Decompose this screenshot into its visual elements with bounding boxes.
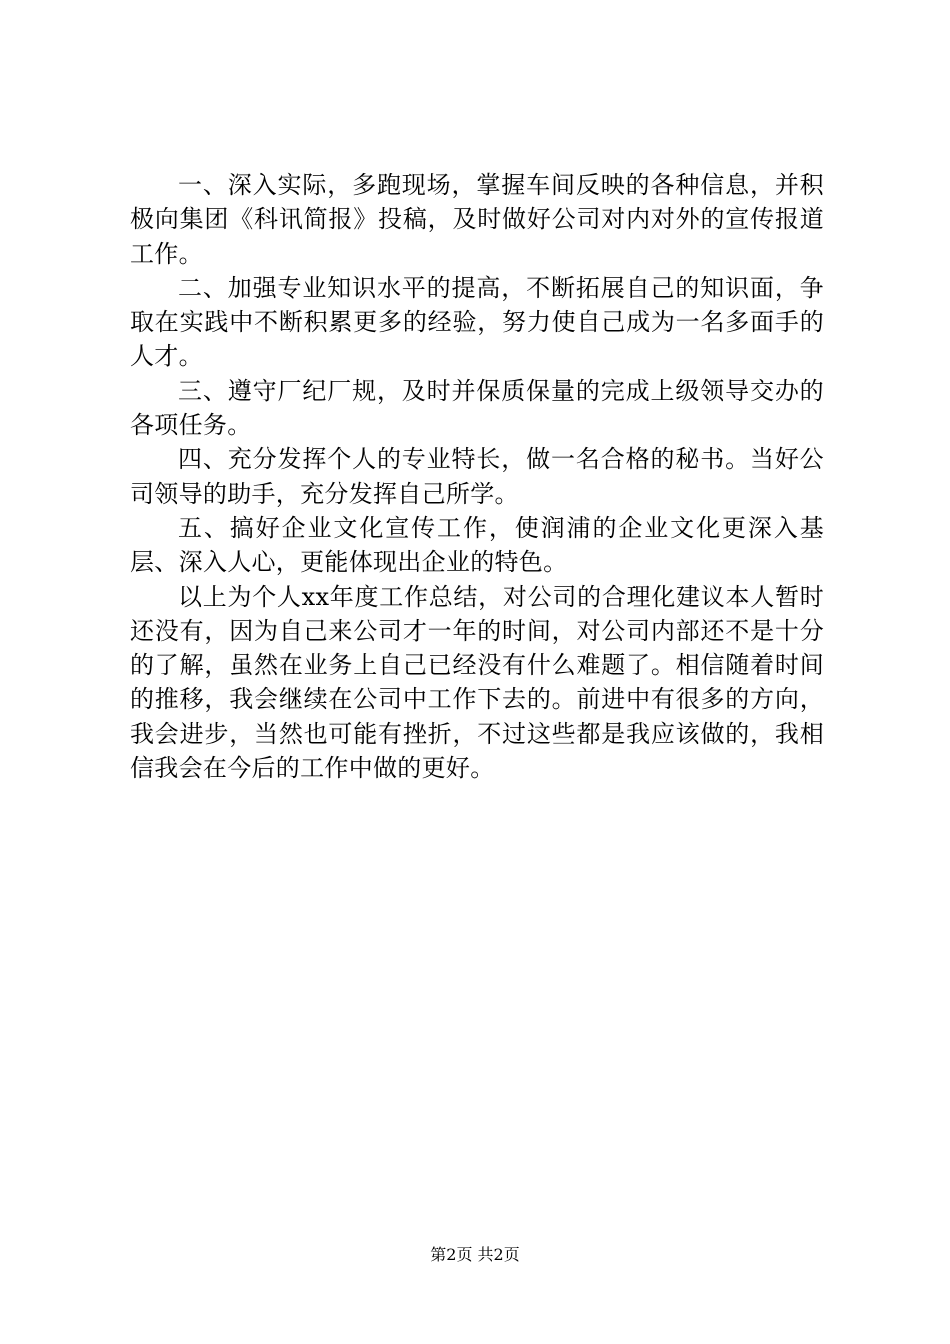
paragraph-4: 四、充分发挥个人的专业特长，做一名合格的秘书。当好公司领导的助手，充分发挥自己所学。	[130, 445, 824, 508]
page-footer: 第2页 共2页	[430, 1245, 520, 1264]
paragraph-5: 五、搞好企业文化宣传工作，使润浦的企业文化更深入基层、深入人心，更能体现出企业的特色。	[130, 513, 824, 577]
paragraph-2: 二、加强专业知识水平的提高，不断拓展自己的知识面，争取在实践中不断积累更多的经验，努力使自己成为一名多面手的人才。	[130, 273, 824, 371]
paragraph-3: 三、遵守厂纪厂规，及时并保质保量的完成上级领导交办的各项任务。	[130, 376, 824, 440]
paragraph-1: 一、深入实际，多跑现场，掌握车间反映的各种信息，并积极向集团《科讯简报》投稿，及时做好公司对内对外的宣传报道工作。	[130, 171, 824, 268]
document-body	[130, 168, 824, 785]
paragraph-6: 以上为个人xx年度工作总结，对公司的合理化建议本人暂时还没有，因为自己来公司才一年的时间，对公司内部还不是十分的了解，虽然在业务上自己已经没有什么难题了。相信随着时间的推移，我会继续在公司中工作下去的。前进中有很多的方向，我会进步，当然也可能有挫折，不过这些都是我应该做的，我相信我会在今后的工作中做的更好。	[130, 582, 824, 783]
